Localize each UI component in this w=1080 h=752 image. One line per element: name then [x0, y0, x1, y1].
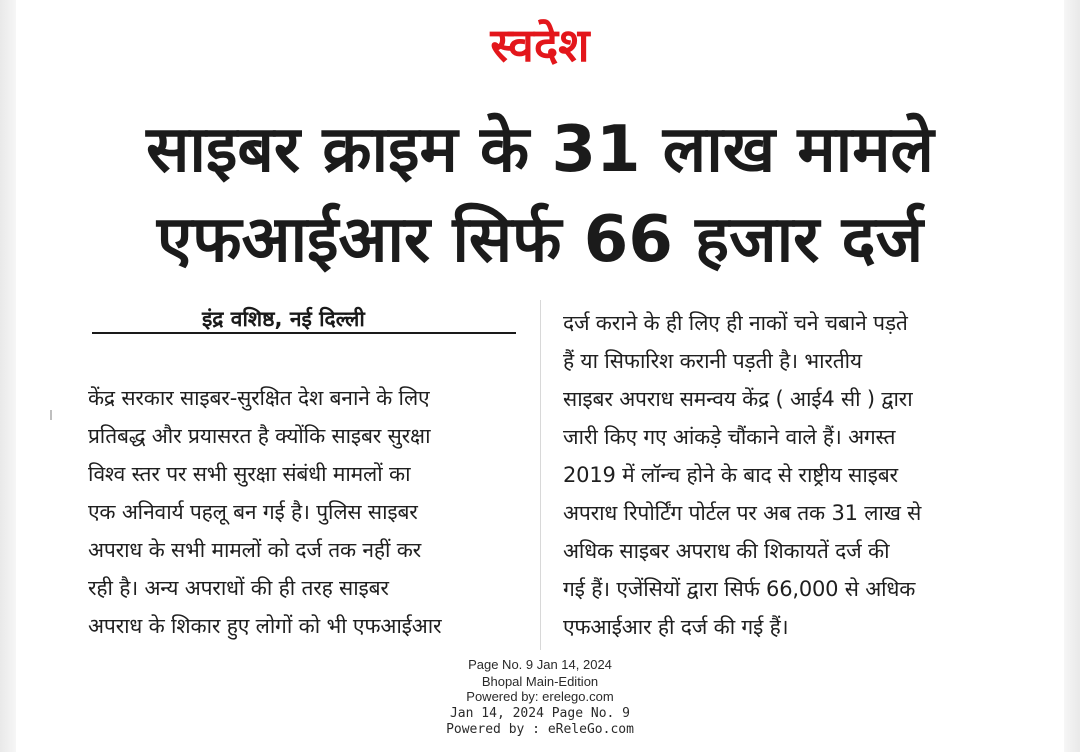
text-line: एक अनिवार्य पहलू बन गई है। पुलिस साइबर — [88, 500, 418, 524]
footer-date-page-mono: Jan 14, 2024 Page No. 9 — [449, 706, 630, 721]
text-line: केंद्र सरकार साइबर-सुरक्षित देश बनाने के लिए — [88, 386, 430, 410]
text-line: साइबर अपराध समन्वय केंद्र ( आई4 सी ) द्वारा — [563, 387, 913, 411]
byline-rule — [92, 332, 516, 334]
text-line: अपराध के सभी मामलों को दर्ज तक नहीं कर — [88, 538, 422, 562]
footer-page-date: Page No. 9 Jan 14, 2024 — [468, 657, 612, 672]
text-line: एफआईआर ही दर्ज की गई हैं। — [563, 615, 789, 639]
text-line: हैं या सिफारिश करानी पड़ती है। भारतीय — [563, 349, 862, 373]
byline-block — [92, 306, 516, 336]
footer-edition: Bhopal Main-Edition — [481, 674, 599, 689]
headline-line-2: एफआईआर सिर्फ 66 हजार दर्ज — [156, 203, 924, 277]
text-line: 2019 में लॉन्च होने के बाद से राष्ट्रीय साइबर — [563, 463, 898, 487]
right-margin — [1064, 0, 1080, 752]
article-column-left — [88, 379, 520, 645]
left-margin — [0, 0, 16, 752]
text-line: दर्ज कराने के ही लिए ही नाकों चने चबाने पड़ते — [563, 311, 908, 335]
text-line: विश्व स्तर पर सभी सुरक्षा संबंधी मामलों का — [88, 462, 411, 486]
text-line: गई हैं। एजेंसियों द्वारा सिर्फ 66,000 से अधिक — [563, 577, 916, 601]
text-line: जारी किए गए आंकड़े चौंकाने वाले हैं। अगस्त — [563, 425, 896, 449]
footer-powered-by-mono: Powered by : eReleGo.com — [446, 722, 634, 737]
masthead-logo: स्वदेश — [490, 18, 590, 72]
text-line: अधिक साइबर अपराध की शिकायतें दर्ज की — [563, 539, 890, 563]
text-line: रही है। अन्य अपराधों की ही तरह साइबर — [88, 576, 389, 600]
column-divider — [540, 300, 541, 650]
text-line: प्रतिबद्ध और प्रयासरत है क्योंकि साइबर सुरक्षा — [88, 424, 431, 448]
footer-powered-by: Powered by: erelego.com — [466, 689, 614, 704]
byline: इंद्र वशिष्ठ, नई दिल्ली — [202, 307, 365, 331]
headline-line-1: साइबर क्राइम के 31 लाख मामले — [146, 113, 934, 187]
scan-mark — [50, 410, 52, 420]
text-line: अपराध के शिकार हुए लोगों को भी एफआईआर — [88, 614, 442, 638]
article-column-right — [563, 304, 995, 646]
text-line: अपराध रिपोर्टिंग पोर्टल पर अब तक 31 लाख से — [563, 501, 922, 525]
